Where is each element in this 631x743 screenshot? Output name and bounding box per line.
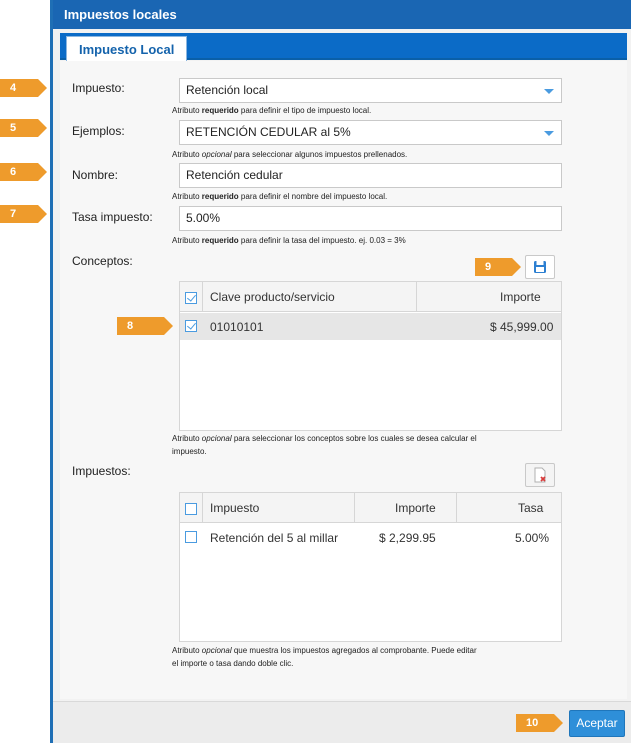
conceptos-header [180, 282, 561, 312]
row-clave: 01010101 [210, 320, 264, 334]
conceptos-help: Atributo opcional para seleccionar los conceptos sobre los cuales se desea calcular el impuesto. [172, 434, 477, 456]
accept-button[interactable]: Aceptar [569, 710, 625, 737]
ejemplos-help: Atributo opcional para seleccionar algunos impuestos prellenados. [172, 150, 408, 159]
table-row[interactable] [180, 524, 561, 551]
tasa-help: Atributo requerido para definir la tasa del impuesto. ej. 0.03 = 3% [172, 236, 406, 245]
impuesto-select[interactable] [179, 78, 562, 103]
tab-impuesto-local[interactable]: Impuesto Local [66, 36, 187, 62]
nombre-label: Nombre: [72, 168, 119, 182]
select-all-checkbox[interactable] [185, 292, 197, 304]
marker-4: 4 [0, 79, 38, 97]
dialog-footer [53, 701, 631, 743]
impuesto-help: Atributo requerido para definir el tipo de impuesto local. [172, 106, 372, 115]
row-checkbox[interactable] [185, 320, 197, 332]
impuestos-label: Impuestos: [72, 464, 131, 478]
row-tasa: 5.00% [515, 531, 550, 545]
nombre-input[interactable]: Retención cedular [179, 163, 562, 188]
column-importe[interactable]: Importe [500, 290, 541, 304]
impuestos-header [180, 493, 561, 523]
form-panel [60, 61, 627, 699]
impuestos-locales-dialog [53, 0, 631, 743]
conceptos-grid [179, 281, 562, 431]
nombre-help: Atributo requerido para definir el nombre del impuesto local. [172, 192, 388, 201]
table-row[interactable] [180, 313, 561, 340]
delete-button[interactable] [525, 463, 555, 487]
column-impuesto[interactable]: Impuesto [210, 501, 260, 515]
marker-10: 10 [516, 714, 554, 732]
row-checkbox[interactable] [185, 531, 197, 543]
marker-7: 7 [0, 205, 38, 223]
row-impuesto: Retención del 5 al millar [210, 531, 339, 545]
delete-document-icon [526, 464, 554, 486]
dialog-title: Impuestos locales [53, 0, 631, 29]
column-tasa[interactable]: Tasa [518, 501, 544, 515]
marker-6: 6 [0, 163, 38, 181]
tab-strip [60, 33, 627, 60]
impuestos-grid [179, 492, 562, 642]
row-importe: $ 2,299.95 [379, 531, 436, 545]
column-clave[interactable]: Clave producto/servicio [210, 290, 335, 304]
tasa-input[interactable]: 5.00% [179, 206, 562, 231]
tasa-label: Tasa impuesto: [72, 210, 153, 224]
marker-5: 5 [0, 119, 38, 137]
chevron-down-icon [544, 89, 554, 94]
ejemplos-label: Ejemplos: [72, 124, 125, 138]
ejemplos-value: RETENCIÓN CEDULAR al 5% [186, 125, 351, 139]
marker-9: 9 [475, 258, 512, 276]
impuestos-help: Atributo opcional que muestra los impuestos agregados al comprobante. Puede editar el importe o tasa dando doble clic. [172, 646, 477, 668]
ejemplos-select[interactable] [179, 120, 562, 145]
marker-8: 8 [117, 317, 164, 335]
save-button[interactable] [525, 255, 555, 279]
row-importe: $ 45,999.00 [490, 320, 554, 334]
conceptos-label: Conceptos: [72, 254, 133, 268]
select-all-checkbox[interactable] [185, 503, 197, 515]
column-importe[interactable]: Importe [395, 501, 436, 515]
impuesto-label: Impuesto: [72, 81, 125, 95]
impuesto-value: Retención local [186, 83, 269, 97]
chevron-down-icon [544, 131, 554, 136]
save-icon [526, 256, 554, 278]
